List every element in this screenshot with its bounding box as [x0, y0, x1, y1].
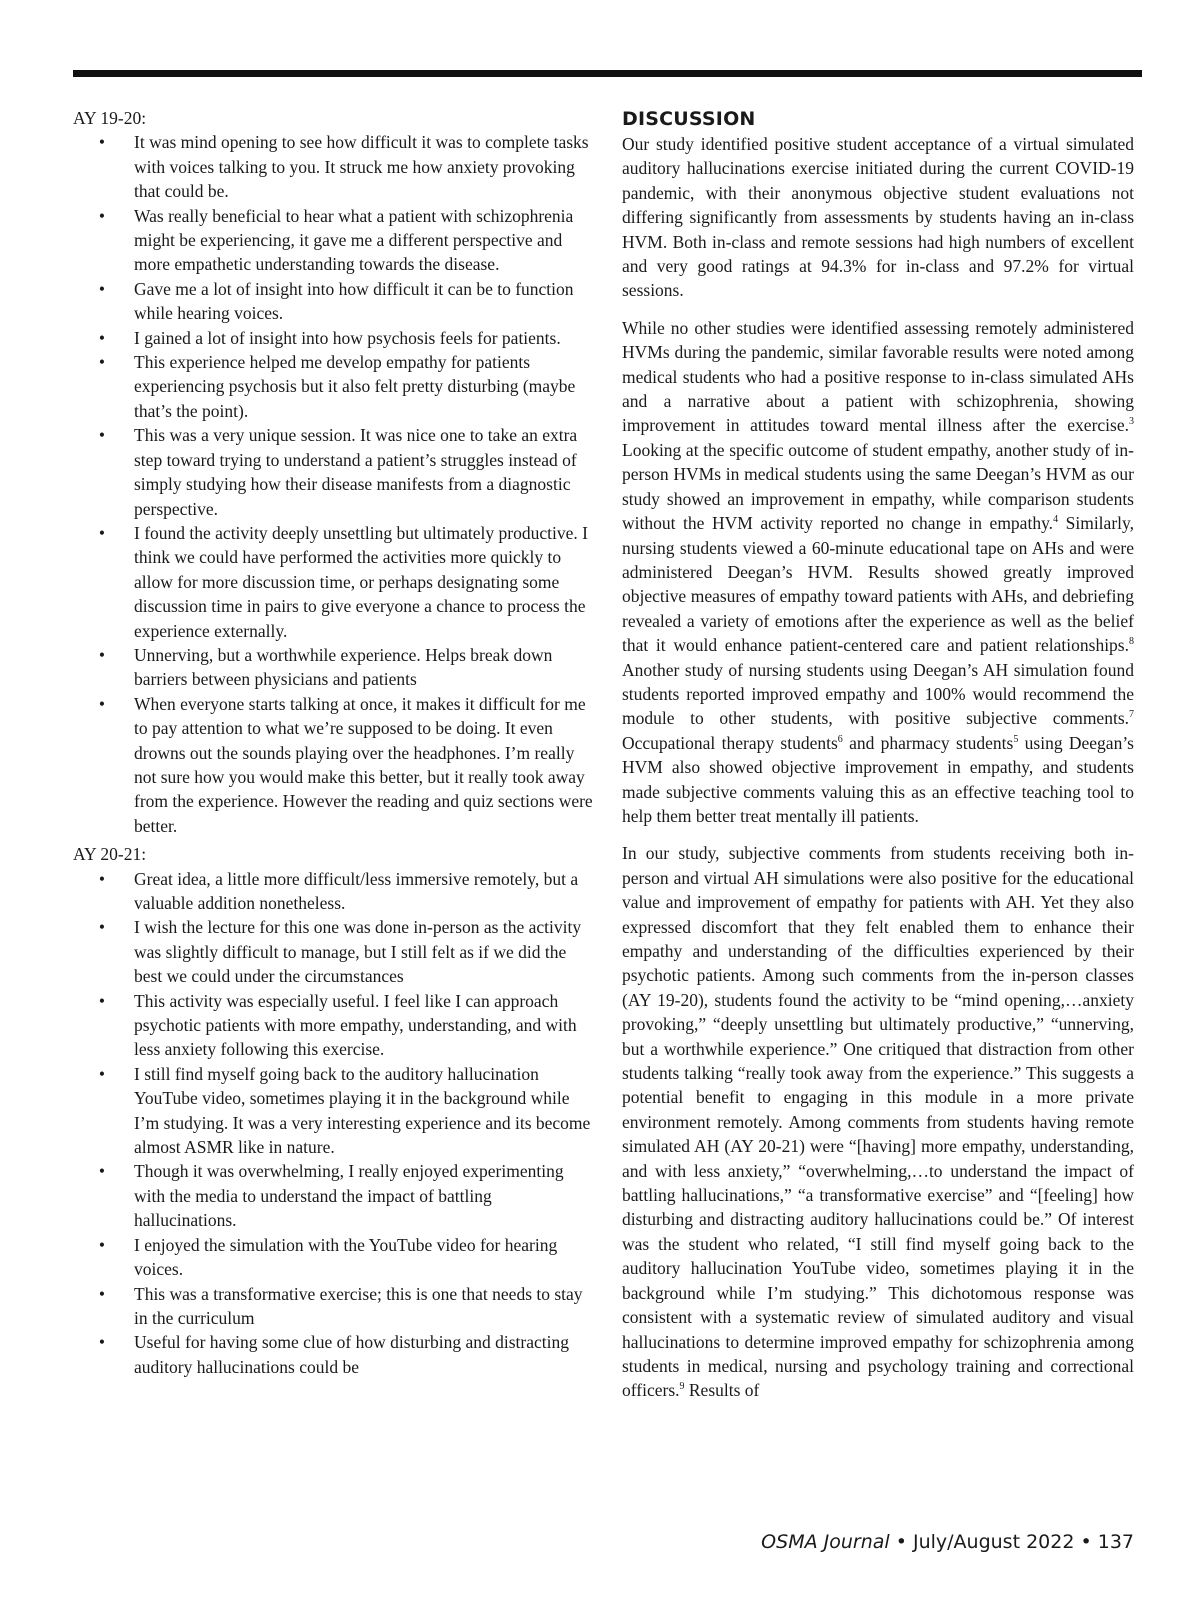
bullet-icon: • — [98, 693, 106, 714]
citation-ref: 9 — [679, 1381, 685, 1393]
bullet-icon: • — [98, 522, 106, 543]
comment-item — [73, 915, 593, 988]
comment-text: This was a very unique session. It was nice one to take an extra step toward trying to understand a patient’s struggles instead of simply studying how their disease manifests from a diagnostic perspective. — [134, 425, 578, 519]
ay-19-20-comment-list — [73, 130, 593, 838]
citation-ref: 8 — [1129, 636, 1134, 648]
comment-text: It was mind opening to see how difficult it was to complete tasks with voices talking to you. It struck me how anxiety provoking that could be. — [134, 132, 589, 202]
comment-item — [73, 1062, 593, 1160]
citation-ref: 5 — [1013, 733, 1019, 745]
paragraph-text: Results of — [684, 1380, 760, 1401]
comment-text: I wish the lecture for this one was done in-person as the activity was slightly difficult to manage, but I still felt as if we did the best we could under the circumstances — [134, 917, 582, 987]
comment-item — [73, 1233, 593, 1282]
paragraph-text: and pharmacy students — [842, 732, 1014, 753]
comment-item — [73, 1282, 593, 1331]
page-number: 137 — [1097, 1531, 1134, 1553]
ay-20-21-label: AY 20-21: — [73, 844, 147, 865]
comment-item — [73, 350, 593, 423]
paragraph-text: Similarly, nursing students viewed a 60-minute educational tape on AHs and were administered Deegan’s HVM. Results showed greatly improved objective measures of empathy toward patients with AHs, and debriefing revealed a variety of emotions after the experience as well as the belief that it would enhance patient-centered care and patient relationships. — [622, 513, 1134, 656]
comment-text: Was really beneficial to hear what a patient with schizophrenia might be experiencing, it gave me a different perspective and more empathetic understanding towards the disease. — [134, 205, 574, 275]
comment-item — [73, 692, 593, 838]
bullet-icon: • — [98, 1063, 106, 1084]
comment-text: Gave me a lot of insight into how difficult it can be to function while hearing voices. — [134, 278, 574, 324]
bullet-icon: • — [98, 1234, 106, 1255]
bullet-icon: • — [98, 327, 106, 348]
comment-item — [73, 130, 593, 203]
comment-item — [73, 204, 593, 277]
issue-date: July/August 2022 — [912, 1531, 1075, 1553]
comment-item — [73, 277, 593, 326]
citation-ref: 6 — [837, 733, 843, 745]
comment-text: This experience helped me develop empathy for patients experiencing psychosis but it also felt pretty disturbing (maybe that’s the point). — [134, 352, 576, 421]
comment-item — [73, 867, 593, 916]
bullet-icon: • — [98, 132, 106, 153]
header-rule — [73, 70, 1142, 77]
comment-text: When everyone starts talking at once, it makes it difficult for me to pay attention to what we’re supposed to be doing. It even drowns out the sounds playing over the headphones. I’m really not sure how you would make this better, but it really took away from the experience. However the reading and quiz sections were better. — [134, 693, 593, 836]
ay-19-20-label: AY 19-20: — [73, 108, 147, 128]
comment-text: This was a transformative exercise; this is one that needs to stay in the curriculum — [134, 1283, 583, 1328]
citation-ref: 4 — [1053, 514, 1059, 526]
comment-text: Useful for having some clue of how disturbing and distracting auditory hallucinations could be — [134, 1332, 569, 1377]
paragraph-text: In our study, subjective comments from students receiving both in-person and virtual AH simulations were also positive for the educational value and improvement of empathy for patients with AH. Yet they also expressed discomfort that they felt enabled them to enhance their empathy and understanding of the difficulties experienced by their psychotic patients. Among such comments from the in-person classes (AY 19-20), students found the activity to be “mind opening,…anxiety provoking,” “deeply unsettling but ultimately productive,” “unnerving, but a worthwhile experience.” One critiqued that distraction from other students talking “really took away from the experience.” This suggests a potential benefit to engaging in this module in a more private environment remotely. Among comments from students having remote simulated AH (AY 20-21) were “[having] more empathy, understanding, and with less anxiety,” “overwhelming,…to understand the impact of battling hallucinations,” “a transformative exercise” and “[feeling] how disturbing and distracting auditory hallucinations could be.” Of interest was the student who related, “I still find myself going back to the auditory hallucination YouTube video, sometimes playing it in the background while I’m studying.” This dichotomous response was consistent with a systematic review of simulated auditory and visual hallucinations to determine improved empathy for schizophrenia among students in medical, nursing and psychology training and correctional officers. — [622, 843, 1134, 1401]
comment-text: This activity was especially useful. I feel like I can approach psychotic patients with more empathy, understanding, and with less anxiety following this exercise. — [134, 990, 577, 1060]
citation-ref: 7 — [1129, 709, 1134, 721]
discussion-paragraph-2 — [622, 316, 1134, 829]
citation-ref: 3 — [1129, 416, 1134, 428]
bullet-icon: • — [98, 990, 106, 1011]
bullet-icon: • — [98, 1332, 106, 1353]
bullet-icon: • — [98, 1283, 106, 1304]
ay-20-21-comment-list — [73, 867, 593, 1380]
bullet-icon: • — [98, 917, 106, 938]
comment-item — [73, 423, 593, 521]
discussion-heading: DISCUSSION — [622, 108, 756, 130]
bullet-icon: • — [98, 1161, 106, 1182]
bullet-icon: • — [98, 205, 106, 226]
comment-text: I enjoyed the simulation with the YouTube video for hearing voices. — [134, 1234, 558, 1280]
comment-text: Though it was overwhelming, I really enjoyed experimenting with the media to understand the impact of battling hallucinations. — [134, 1161, 564, 1231]
comment-text: I found the activity deeply unsettling but ultimately productive. I think we could have performed the activities more quickly to allow for more discussion time, or perhaps designating some discussion time in pairs to give everyone a chance to process the experience externally. — [134, 522, 588, 641]
bullet-icon: • — [98, 352, 106, 373]
comment-item — [73, 1330, 593, 1379]
student-comments-column — [73, 106, 593, 1379]
comment-text: I gained a lot of insight into how psychosis feels for patients. — [134, 327, 561, 348]
bullet-icon: • — [98, 644, 106, 665]
bullet-icon: • — [98, 278, 106, 299]
comment-item — [73, 1159, 593, 1232]
bullet-icon: • — [98, 868, 106, 889]
page-footer — [761, 1530, 1134, 1554]
journal-name: OSMA Journal — [761, 1531, 890, 1553]
footer-separator: • — [889, 1531, 913, 1553]
footer-separator: • — [1074, 1531, 1098, 1553]
paragraph-text: Looking at the specific outcome of student empathy, another study of in-person HVMs in medical students using the same Deegan’s HVM as our study showed an improvement in empathy, while comparison students without the HVM activity reported no change in empathy. — [622, 439, 1134, 534]
comment-item — [73, 643, 593, 692]
paragraph-text: Another study of nursing students using Deegan’s AH simulation found students reported improved empathy and 100% would recommend the module to other students, with positive subjective comments. — [622, 659, 1134, 729]
comment-item — [73, 326, 593, 350]
comment-text: Great idea, a little more difficult/less immersive remotely, but a valuable addition nonetheless. — [134, 868, 579, 913]
comment-item — [73, 521, 593, 643]
paragraph-text: using Deegan’s HVM also showed objective improvement in empathy, and students made subjective comments valuing this as an effective teaching tool to help them better treat mentally ill patients. — [622, 732, 1134, 826]
discussion-paragraph-1: Our study identified positive student acceptance of a virtual simulated auditory hallucinations exercise initiated during the current COVID-19 pandemic, with their anonymous objective student evaluations not differing significantly from assessments by students having an in-class HVM. Both in-class and remote sessions had high numbers of excellent and very good ratings at 94.3% for in-class and 97.2% for virtual sessions. — [622, 134, 1134, 301]
paragraph-text: Occupational therapy students — [622, 732, 838, 753]
comment-text: Unnerving, but a worthwhile experience. Helps break down barriers between physicians and patients — [134, 644, 553, 690]
paragraph-text: While no other studies were identified assessing remotely administered HVMs during the pandemic, similar favorable results were noted among medical students who had a positive response to in-class simulated AHs and a narrative about a patient with schizophrenia, showing improvement in attitudes toward mental illness after the exercise. — [622, 317, 1134, 436]
discussion-paragraph-3 — [622, 841, 1134, 1402]
comment-text: I still find myself going back to the auditory hallucination YouTube video, sometimes playing it in the background while I’m studying. It was a very interesting experience and its become almost ASMR like in nature. — [134, 1063, 591, 1158]
discussion-column — [622, 106, 1134, 1403]
bullet-icon: • — [98, 425, 106, 446]
comment-item — [73, 989, 593, 1062]
